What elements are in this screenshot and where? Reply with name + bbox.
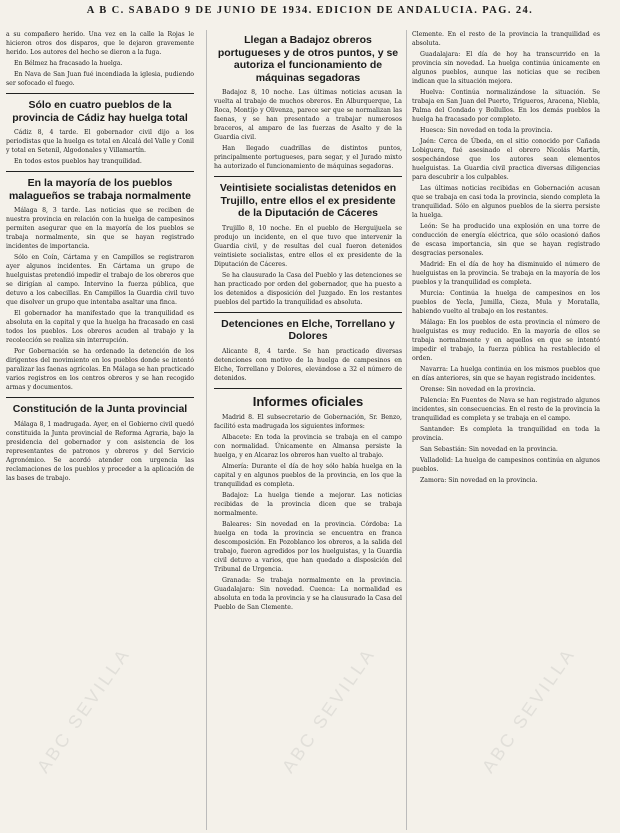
divider xyxy=(214,388,402,389)
paragraph: a su compañero herido. Una vez en la calle la Rojas le hicieron otros dos disparos, que le dejaron gravemente herido. Los autores del hecho se dieron a la fuga. xyxy=(6,31,194,56)
headline: En la mayoría de los pueblos malagueños se trabaja normalmente xyxy=(8,177,192,202)
paragraph: San Sebastián: Sin novedad en la provincia. xyxy=(420,446,558,453)
divider xyxy=(6,171,194,172)
paragraph: Valladolid: La huelga de campesinos continúa en algunos pueblos. xyxy=(412,457,600,473)
column-3 xyxy=(412,30,600,830)
divider xyxy=(214,312,402,313)
paragraph: Madrid 8. El subsecretario de Gobernación, Sr. Benzo, facilitó esta madrugada los siguientes informes: xyxy=(214,413,402,430)
headline: Llegan a Badajoz obreros portugueses y de otros puntos, y se autoriza el funcionamiento de máquinas segadoras xyxy=(217,34,399,84)
headline: Constitución de la Junta provincial xyxy=(12,403,188,415)
paragraph: Las últimas noticias recibidas en Gobernación acusan que se trabaja en casi toda la provincia, siendo completa la tranquilidad. Sólo en algunos pueblos de la sierra persiste la huelga. xyxy=(412,185,600,219)
column-1 xyxy=(6,30,194,830)
paragraph: Por Gobernación se ha ordenado la detención de los dirigentes del movimiento en los pueblos donde se intentó paralizar las faenas agrícolas. En Málaga se han practicado varios registros en los centros obreros y se han recogido armas y documentos. xyxy=(6,348,194,391)
paragraph: Zamora: Sin novedad en la provincia. xyxy=(420,477,538,484)
paragraph: Badajoz: La huelga tiende a mejorar. Las noticias recibidas de la provincia dicen que se trabaja normalmente. xyxy=(214,491,402,517)
headline: Informes oficiales xyxy=(252,393,364,409)
paragraph: Jaén: Cerca de Úbeda, en el sitio conocido por Cañada Lobiguera, fué asesinado el obrero Nicolás Martín, sospechándose que los autores sean elementos huelguistas. La Guardia civil practica diversas diligencias para descubrir a los culpables. xyxy=(412,138,600,181)
headline: Sólo en cuatro pueblos de la provincia de Cádiz hay huelga total xyxy=(12,99,188,124)
paragraph: León: Se ha producido una explosión en una torre de conducción de energía eléctrica, que sólo ocasionó daños de escasa importancia, sin que se hayan registrado desgracias personales. xyxy=(412,223,600,257)
paragraph: Huelva: Continúa normalizándose la situación. Se trabaja en San Juan del Puerto, Trigueros, Aracena, Niebla, Palma del Condado y Bollullos. En los demás pueblos la huelga ha fracasado por completo. xyxy=(412,89,600,123)
paragraph: Baleares: Sin novedad en la provincia. Córdoba: La huelga en toda la provincia se encuentra en franca descomposición. En Pozoblanco los obreros, a la salida del trabajo, fueron agredidos por los huelguistas, y la Guardia civil detuvo a varios, que han quedado a disposición del Tribunal de Urgencia. xyxy=(214,520,402,573)
headline: Detenciones en Elche, Torrellano y Dolores xyxy=(221,317,395,342)
paragraph: Santander: Es completa la tranquilidad en toda la provincia. xyxy=(412,426,600,442)
paragraph: Orense: Sin novedad en la provincia. xyxy=(420,386,536,393)
divider xyxy=(6,397,194,398)
paragraph: Huesca: Sin novedad en toda la provincia. xyxy=(420,127,553,134)
headline: Veintisiete socialistas detenidos en Trujillo, entre ellos el ex presidente de la Diputación de Cáceres xyxy=(219,182,397,219)
paragraph: Málaga: En los pueblos de esta provincia el número de huelguistas es muy reducido. En la mayoría de ellos se trabaja normalmente y en aquellos en que se intentó impedir el trabajo, la fuerza pública ha restablecido el orden. xyxy=(412,319,600,362)
paragraph: Badajoz 8, 10 noche. Las últimas noticias acusan la vuelta al trabajo de muchos obreros. En Alburquerque, La Roca, Montijo y Olivenza, parece ser que se normalizan las faenas, y se han presentado a trabajar numerosos braceros, al amparo de las fuerzas de Asalto y de la Guardia civil. xyxy=(214,89,402,141)
column-rule xyxy=(406,30,407,830)
watermark: ABC SEVILLA xyxy=(477,643,580,777)
divider xyxy=(6,93,194,94)
paragraph: Han llegado cuadrillas de distintos puntos, principalmente portugueses, para segar, y el Jurado mixto ha autorizado el funcionamiento de máquinas segadoras. xyxy=(214,145,402,170)
divider xyxy=(214,176,402,177)
watermark: ABC SEVILLA xyxy=(32,643,135,777)
paragraph: En todos estos pueblos hay tranquilidad. xyxy=(14,158,142,165)
paragraph: Clemente. En el resto de la provincia la tranquilidad es absoluta. xyxy=(412,31,600,47)
paragraph: Málaga 8, 3 tarde. Las noticias que se reciben de nuestra provincia en relación con la huelga de campesinos permiten asegurar que en la mayoría de los pueblos se trabaja normalmente, sin que se hayan registrado incidentes de importancia. xyxy=(6,207,194,250)
column-2 xyxy=(214,30,402,830)
page-header: A B C. SABADO 9 DE JUNIO DE 1934. EDICION DE ANDALUCIA. PAG. 24. xyxy=(86,5,534,16)
paragraph: En Nava de San Juan fué incendiada la iglesia, pudiendo ser sofocado el fuego. xyxy=(6,71,194,87)
paragraph: Málaga 8, 1 madrugada. Ayer, en el Gobierno civil quedó constituida la Junta provincial de Reforma Agraria, bajo la presidencia del gobernador y con asistencia de los representantes de patronos y obreros y del Servicio Agronómico. Se acordó atender con urgencia las reclamaciones de los pueblos y proceder a la aplicación de las bases de trabajo. xyxy=(6,420,194,482)
paragraph: Se ha clausurado la Casa del Pueblo y las detenciones se han practicado por orden del gobernador, que ha puesto a los detenidos a disposición del Juzgado. En los restantes pueblos del partido la tranquilidad es absoluta. xyxy=(214,271,402,306)
paragraph: El gobernador ha manifestado que la tranquilidad es absoluta en la capital y que la huelga ha fracasado en casi todos los pueblos. Los obreros acuden al trabajo y la recolección se realiza sin interrupción. xyxy=(6,310,194,344)
paragraph: Navarra: La huelga continúa en los mismos pueblos que en días anteriores, sin que se hayan registrado incidentes. xyxy=(412,366,600,382)
paragraph: Murcia: Continúa la huelga de campesinos en los pueblos de Yecla, Jumilla, Cieza, Mula y Moratalla, habiendo vuelto al trabajo en los restantes. xyxy=(412,290,600,315)
column-rule xyxy=(206,30,207,830)
paragraph: Madrid: En el día de hoy ha disminuido el número de huelguistas en la provincia. Se trabaja en la mayoría de los pueblos y la tranquilidad es completa. xyxy=(412,261,600,286)
paragraph: Cádiz 8, 4 tarde. El gobernador civil dijo a los periodistas que la huelga es total en Alcalá del Valle y Conil y total en Setenil, Algodonales y Villamartín. xyxy=(6,129,194,154)
paragraph: Palencia: En Fuentes de Nava se han registrado algunos incidentes, sin consecuencias. En el resto de la provincia la tranquilidad es completa y se trabaja en el campo. xyxy=(412,397,600,422)
paragraph: En Bélmez ha fracasado la huelga. xyxy=(14,60,123,67)
paragraph: Guadalajara: El día de hoy ha transcurrido en la provincia sin novedad. La huelga continúa únicamente en algunos pueblos, aunque las noticias que se reciben indican que la situación mejora. xyxy=(412,51,600,85)
paragraph: Granada: Se trabaja normalmente en la provincia. Guadalajara: Sin novedad. Cuenca: La normalidad es absoluta en toda la provincia y se ha clausurado la Casa del Pueblo de San Clemente. xyxy=(214,576,402,611)
paragraph: Sólo en Coín, Cártama y en Campillos se registraron ayer algunos incidentes. En Cártama un grupo de huelguistas pretendió impedir el trabajo de los obreros que se dirigían al campo. Intervino la fuerza pública, que detuvo a los cabecillas. En Campillos la Guardia civil tuvo que disolver un grupo que intentaba asaltar una finca. xyxy=(6,254,194,306)
paragraph: Albacete: En toda la provincia se trabaja en el campo con normalidad. Únicamente en Almansa persiste la huelga, y en Alcaraz los obreros han vuelto al trabajo. xyxy=(214,433,402,459)
paragraph: Almería: Durante el día de hoy sólo había huelga en la capital y en algunos pueblos de la provincia, en los que la tranquilidad es completa. xyxy=(214,462,402,488)
paragraph: Alicante 8, 4 tarde. Se han practicado diversas detenciones con motivo de la huelga de campesinos en Elche, Torrellano y Dolores, elevándose a 32 el número de detenidos. xyxy=(214,347,402,382)
watermark: ABC SEVILLA xyxy=(277,643,380,777)
paragraph: Trujillo 8, 10 noche. En el pueblo de Herguijuela se produjo un incidente, en el que tuvo que intervenir la Guardia civil, y de resultas del cual fueron detenidos veintisiete socialistas, entre ellos el ex presidente de la Diputación de Cáceres. xyxy=(214,224,402,268)
